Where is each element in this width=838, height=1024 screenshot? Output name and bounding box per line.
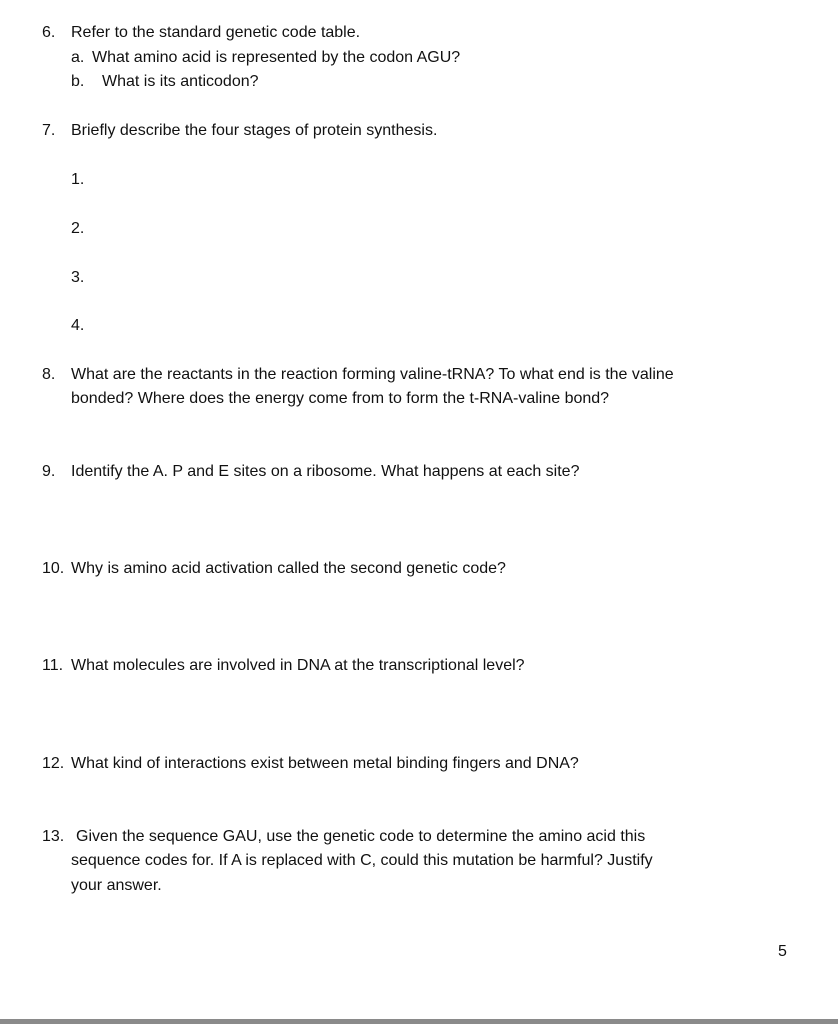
question-text: Given the sequence GAU, use the genetic code to determine the amino acid this — [76, 828, 646, 845]
part-text: What is its anticodon? — [102, 73, 259, 90]
question-text: What kind of interactions exist between metal binding fingers and DNA? — [71, 755, 579, 772]
page-number: 5 — [778, 943, 787, 960]
question-number: 9. — [42, 463, 56, 480]
question-number: 7. — [42, 122, 56, 139]
question-text: What are the reactants in the reaction forming valine-tRNA? To what end is the valine — [71, 366, 674, 383]
question-number: 12. — [42, 755, 65, 772]
page-bottom-edge — [0, 1019, 838, 1024]
question-text: bonded? Where does the energy come from to form the t-RNA-valine bond? — [71, 390, 610, 407]
question-text: your answer. — [71, 877, 162, 894]
stage-number: 1. — [71, 171, 85, 188]
question-number: 13. — [42, 828, 65, 845]
part-text: What amino acid is represented by the codon AGU? — [92, 49, 461, 66]
question-number: 10. — [42, 560, 65, 577]
part-label: a. — [71, 49, 85, 66]
question-text: What molecules are involved in DNA at the transcriptional level? — [71, 657, 525, 674]
question-number: 8. — [42, 366, 56, 383]
question-number: 11. — [42, 657, 64, 674]
stage-number: 2. — [71, 220, 85, 237]
question-text: Why is amino acid activation called the second genetic code? — [71, 560, 506, 577]
question-text: Briefly describe the four stages of protein synthesis. — [71, 122, 438, 139]
question-text: Refer to the standard genetic code table. — [71, 24, 361, 41]
part-label: b. — [71, 73, 85, 90]
stage-number: 4. — [71, 317, 85, 334]
question-text: sequence codes for. If A is replaced with C, could this mutation be harmful? Justify — [71, 852, 653, 869]
stage-number: 3. — [71, 269, 85, 286]
question-text: Identify the A. P and E sites on a ribosome. What happens at each site? — [71, 463, 580, 480]
question-number: 6. — [42, 24, 56, 41]
